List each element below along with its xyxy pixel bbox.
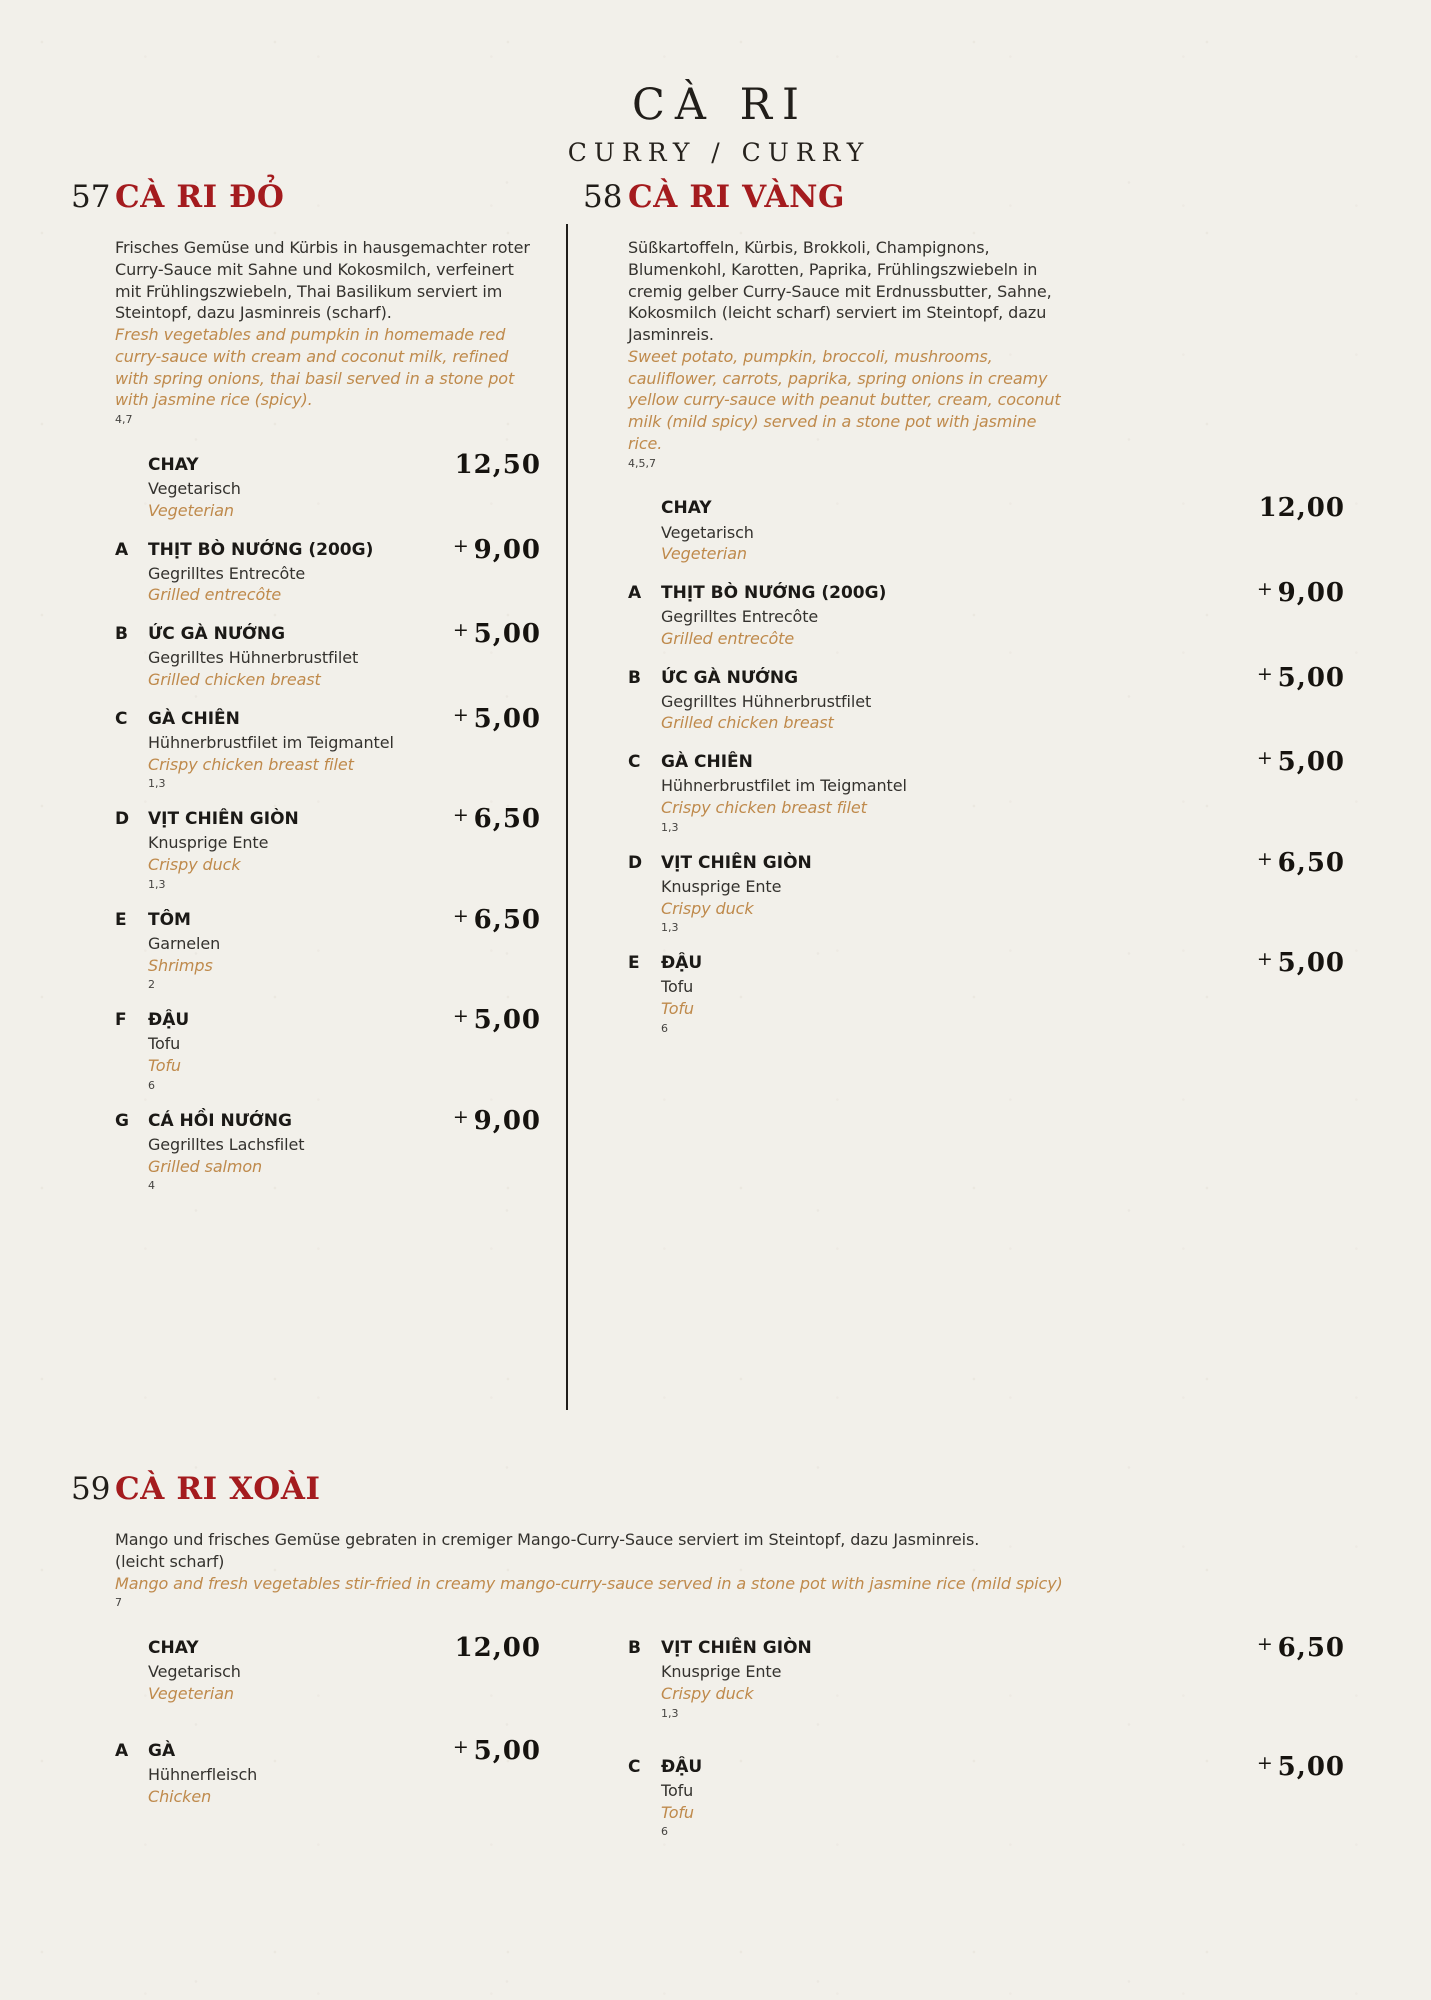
item-name-german: Tofu (661, 977, 694, 997)
item-name-english: Grilled entrecôte (148, 585, 282, 605)
menu-item (628, 747, 1345, 836)
item-name: THỊT BÒ NƯỚNG (200G) (148, 539, 374, 560)
price-plus-sign: + (452, 904, 469, 927)
menu-item (115, 1633, 541, 1706)
item-name-german: Hühnerbrustfilet im Teigmantel (661, 776, 907, 796)
item-price (455, 1633, 541, 1664)
menu-item (115, 534, 541, 608)
item-price (1257, 663, 1345, 694)
item-name-english: Crispy duck (661, 898, 754, 918)
item-price (1257, 578, 1345, 609)
item-text (148, 454, 418, 523)
item-name-german: Vegetarisch (661, 522, 754, 542)
item-name-german: Tofu (661, 1780, 694, 1800)
page-subtitle: CURRY / CURRY (567, 138, 871, 167)
item-text (148, 623, 418, 692)
menu-item (628, 1751, 1345, 1841)
section-description (115, 1529, 1135, 1611)
item-letter: G (115, 1110, 129, 1131)
item-allergen-note: 1,3 (661, 820, 679, 834)
page-header (0, 0, 1431, 167)
section-heading (60, 1471, 1345, 1507)
section-number: 59 (71, 1471, 111, 1507)
item-letter: D (628, 852, 643, 873)
price-amount: 9,00 (1277, 578, 1345, 609)
item-text (661, 1637, 1081, 1722)
item-name-english: Tofu (148, 1056, 181, 1076)
item-text (661, 852, 1081, 937)
item-name-german: Knusprige Ente (148, 833, 269, 853)
item-name: CÁ HỒI NƯỚNG (148, 1110, 292, 1131)
item-price (1257, 1633, 1345, 1664)
item-price (1257, 948, 1345, 979)
description-german-note: (leicht scharf) (115, 1551, 225, 1571)
section-59-ca-ri-xoai (60, 1471, 1345, 1840)
price-plus-sign: + (452, 534, 469, 557)
description-english: Fresh vegetables and pumpkin in homemade red curry-sauce with cream and coconut milk, refined with spring onions, thai basil served in a stone pot with jasmine rice (spicy). (115, 325, 515, 410)
item-text (148, 539, 418, 608)
item-price (453, 1106, 541, 1137)
item-allergen-note: 6 (661, 1021, 668, 1035)
item-name-english: Chicken (148, 1786, 212, 1806)
price-plus-sign: + (452, 619, 469, 642)
section-57-ca-ri-do (60, 179, 541, 1194)
item-allergen-note: 6 (148, 1078, 155, 1092)
menu-item (115, 1735, 541, 1809)
price-amount: 5,00 (1277, 747, 1345, 778)
item-name-english: Grilled salmon (148, 1156, 263, 1176)
price-amount: 12,00 (1258, 493, 1345, 524)
section-title: CÀ RI ĐỎ (115, 179, 285, 215)
price-amount: 5,00 (473, 703, 541, 734)
item-name: ỨC GÀ NƯỚNG (148, 624, 286, 645)
item-price (453, 619, 541, 650)
item-name-english: Crispy chicken breast filet (661, 798, 867, 818)
menu-item (115, 1005, 541, 1094)
item-name: ĐẬU (661, 953, 703, 974)
item-price (455, 450, 541, 481)
item-name-german: Gegrilltes Entrecôte (661, 607, 819, 627)
menu-item (628, 578, 1345, 651)
price-plus-sign: + (1256, 747, 1273, 770)
item-letter: A (628, 583, 642, 604)
menu-item (115, 1105, 541, 1195)
item-letter: B (628, 1638, 641, 1659)
item-name: TÔM (148, 909, 191, 930)
item-text (148, 808, 418, 893)
item-letter: A (115, 539, 129, 560)
description-english: Mango and fresh vegetables stir-fried in creamy mango-curry-sauce served in a stone pot with jasmine rice (mild spicy) (115, 1573, 1063, 1593)
item-name-german: Tofu (148, 1034, 181, 1054)
section-title: CÀ RI XOÀI (115, 1471, 321, 1507)
item-name-german: Gegrilltes Hühnerbrustfilet (661, 691, 872, 711)
menu-item (628, 1633, 1345, 1722)
item-name-english: Grilled entrecôte (661, 628, 795, 648)
section-number: 58 (583, 179, 623, 215)
item-price (453, 804, 541, 835)
price-amount: 5,00 (473, 619, 541, 650)
item-letter: B (628, 667, 641, 688)
section-number: 57 (71, 179, 111, 215)
item-price (453, 1736, 541, 1767)
item-text (148, 708, 418, 793)
item-text (148, 1740, 418, 1809)
menu-item (115, 703, 541, 793)
price-amount: 6,50 (1277, 847, 1345, 878)
item-letter: C (115, 708, 128, 729)
item-name-english: Shrimps (148, 955, 213, 975)
item-name-english: Crispy duck (661, 1684, 754, 1704)
price-amount: 9,00 (473, 534, 541, 565)
item-text (661, 952, 1081, 1037)
description-german: Frisches Gemüse und Kürbis in hausgemachter roter Curry-Sauce mit Sahne und Kokosmilch, verfeinert mit Frühlingszwiebeln, Thai Basilikum serviert im Steintopf, dazu Jasminreis (scharf). (115, 238, 530, 323)
item-allergen-note: 2 (148, 978, 155, 992)
item-name-german: Gegrilltes Entrecôte (148, 563, 306, 583)
menu-item (115, 904, 541, 994)
item-text (661, 667, 1081, 736)
item-name-english: Grilled chicken breast (661, 713, 834, 733)
item-name-german: Knusprige Ente (661, 876, 782, 896)
description-english: Sweet potato, pumpkin, broccoli, mushrooms, cauliflower, carrots, paprika, spring onions in creamy yellow curry-sauce with peanut butter, cream, coconut milk (mild spicy) served in a stone pot with jasmine rice. (628, 346, 1061, 453)
item-list-right (628, 1633, 1345, 1840)
item-letter: C (628, 752, 641, 773)
section-allergen-note: 4,5,7 (628, 456, 656, 470)
item-letter: A (115, 1740, 129, 1761)
section-description (115, 237, 541, 428)
menu-item (115, 804, 541, 893)
item-name: VỊT CHIÊN GIÒN (661, 1638, 812, 1659)
price-plus-sign: + (1256, 847, 1273, 870)
item-list-left (115, 1633, 541, 1808)
item-letter: B (115, 624, 128, 645)
price-amount: 6,50 (473, 804, 541, 835)
item-text (148, 1110, 418, 1195)
item-name: GÀ CHIÊN (661, 752, 753, 773)
item-name: ĐẬU (148, 1010, 190, 1031)
item-name-english: Vegeterian (148, 1684, 234, 1704)
item-price (1257, 747, 1345, 778)
item-name-german: Gegrilltes Lachsfilet (148, 1134, 305, 1154)
item-name-german: Garnelen (148, 933, 221, 953)
item-name-english: Vegeterian (661, 544, 747, 564)
price-amount: 5,00 (473, 1735, 541, 1766)
item-name-german: Knusprige Ente (661, 1662, 782, 1682)
item-name: GÀ CHIÊN (148, 708, 240, 729)
price-plus-sign: + (452, 1105, 469, 1128)
item-name-english: Crispy duck (148, 855, 241, 875)
item-name: THỊT BÒ NƯỚNG (200G) (661, 583, 887, 604)
price-plus-sign: + (1256, 1633, 1273, 1656)
item-name-english: Crispy chicken breast filet (148, 754, 354, 774)
column-divider-line (566, 224, 568, 1410)
item-allergen-note: 1,3 (148, 777, 166, 791)
description-german: Süßkartoffeln, Kürbis, Brokkoli, Champignons, Blumenkohl, Karotten, Paprika, Frühlingszwiebeln in cremig gelber Curry-Sauce mit Erdnussbutter, Sahne, Kokosmilch (leicht scharf) serviert im Steintopf, dazu Jasminreis. (628, 238, 1052, 344)
price-plus-sign: + (452, 804, 469, 827)
price-amount: 5,00 (473, 1005, 541, 1036)
item-allergen-note: 1,3 (148, 877, 166, 891)
item-letter: C (628, 1756, 641, 1777)
menu-item (628, 493, 1345, 566)
bottom-items-grid (60, 1633, 1345, 1840)
item-text (148, 909, 418, 994)
price-amount: 5,00 (1277, 948, 1345, 979)
item-name-english: Grilled chicken breast (148, 669, 321, 689)
item-letter: E (115, 909, 127, 930)
item-allergen-note: 1,3 (661, 921, 679, 935)
item-name-english: Tofu (661, 1802, 694, 1822)
price-amount: 6,50 (1277, 1633, 1345, 1664)
item-name-english: Vegeterian (148, 500, 234, 520)
section-allergen-note: 7 (115, 1596, 122, 1610)
item-name: ỨC GÀ NƯỚNG (661, 667, 799, 688)
item-text (148, 1637, 418, 1706)
item-name-german: Hühnerbrustfilet im Teigmantel (148, 732, 394, 752)
item-price (453, 905, 541, 936)
item-name: CHAY (661, 498, 712, 519)
price-plus-sign: + (1256, 948, 1273, 971)
description-german: Mango und frisches Gemüse gebraten in cremiger Mango-Curry-Sauce serviert im Steintopf, dazu Jasminreis. (115, 1530, 980, 1549)
menu-item (628, 847, 1345, 937)
menu-item (628, 948, 1345, 1037)
menu-item (628, 662, 1345, 736)
item-name-german: Hühnerfleisch (148, 1764, 258, 1784)
section-title: CÀ RI VÀNG (628, 179, 846, 215)
item-name-english: Tofu (661, 999, 694, 1019)
item-price (1257, 848, 1345, 879)
item-price (1257, 1752, 1345, 1783)
price-amount: 9,00 (473, 1105, 541, 1136)
item-name: VỊT CHIÊN GIÒN (661, 852, 812, 873)
item-price (453, 704, 541, 735)
section-58-ca-ri-vang (583, 179, 1345, 1037)
item-text (661, 582, 1081, 651)
price-plus-sign: + (452, 1005, 469, 1028)
item-text (661, 497, 1081, 566)
section-heading (583, 179, 1345, 215)
price-amount: 12,50 (454, 449, 541, 480)
menu-item (115, 449, 541, 523)
item-list (628, 493, 1345, 1036)
price-plus-sign: + (1256, 662, 1273, 685)
price-amount: 5,00 (1277, 1751, 1345, 1782)
item-text (661, 751, 1081, 836)
item-allergen-note: 4 (148, 1179, 155, 1193)
item-price (453, 535, 541, 566)
item-allergen-note: 6 (661, 1825, 668, 1839)
item-name: CHAY (148, 454, 199, 475)
section-heading (60, 179, 541, 215)
page-title: CÀ RI (632, 80, 809, 130)
item-price (1259, 493, 1345, 524)
item-name-german: Vegetarisch (148, 479, 241, 499)
item-name: VỊT CHIÊN GIÒN (148, 809, 299, 830)
price-plus-sign: + (1256, 1751, 1273, 1774)
item-letter: D (115, 809, 130, 830)
section-allergen-note: 4,7 (115, 413, 133, 426)
item-text (661, 1756, 1081, 1841)
item-text (148, 1009, 418, 1094)
price-amount: 6,50 (473, 904, 541, 935)
item-name: CHAY (148, 1638, 199, 1659)
item-price (453, 1005, 541, 1036)
two-column-area (60, 179, 1345, 1411)
item-name: GÀ (148, 1740, 176, 1761)
item-allergen-note: 1,3 (661, 1706, 679, 1720)
price-amount: 5,00 (1277, 662, 1345, 693)
item-list (115, 449, 541, 1194)
price-plus-sign: + (452, 703, 469, 726)
item-name: ĐẬU (661, 1756, 703, 1777)
item-letter: E (628, 953, 640, 974)
price-plus-sign: + (1256, 578, 1273, 601)
item-name-german: Vegetarisch (148, 1662, 241, 1682)
section-description (628, 237, 1070, 471)
menu-item (115, 619, 541, 692)
price-plus-sign: + (452, 1735, 469, 1758)
item-name-german: Gegrilltes Hühnerbrustfilet (148, 648, 359, 668)
price-amount: 12,00 (454, 1633, 541, 1664)
item-letter: F (115, 1010, 127, 1031)
